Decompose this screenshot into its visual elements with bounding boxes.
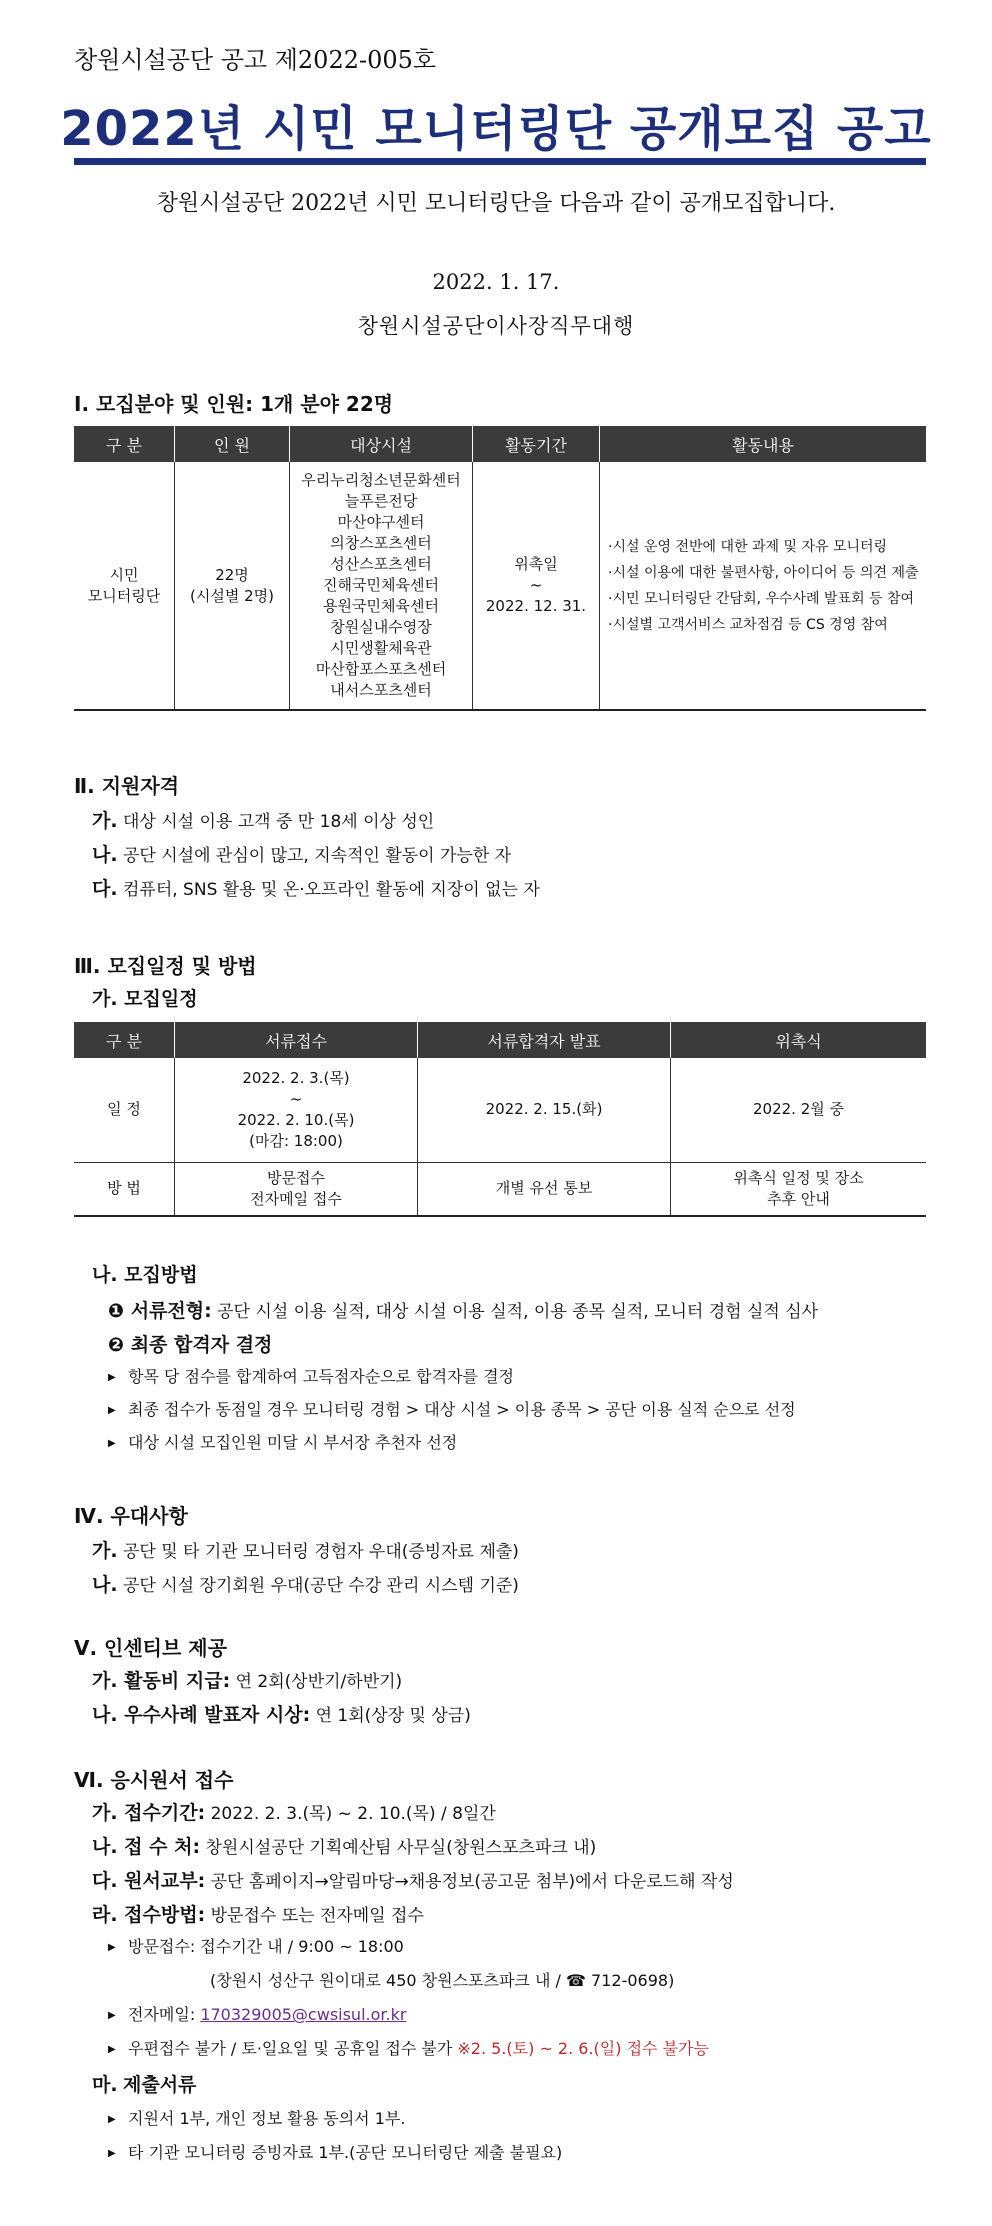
page-title: 2022년 시민 모니터링단 공개모집 공고 bbox=[60, 101, 932, 157]
list-item: 다. 컴퓨터, SNS 활용 및 온·오프라인 활동에 지장이 없는 자 bbox=[92, 878, 540, 900]
list-item: 나. 공단 시설 장기회원 우대(공단 수강 관리 시스템 기준) bbox=[92, 1574, 519, 1596]
section-1-heading: Ⅰ. 모집분야 및 인원: 1개 분야 22명 bbox=[74, 392, 394, 416]
table-cell: 방문접수 전자메일 접수 bbox=[175, 1162, 418, 1216]
bullet-item: ▶ 방문접수: 접수기간 내 / 9:00 ~ 18:00 bbox=[108, 1937, 404, 1956]
bullet-item: ▶ 타 기관 모니터링 증빙자료 1부.(공단 모니터링단 제출 불필요) bbox=[108, 2143, 563, 2162]
schedule-table bbox=[74, 1022, 926, 1217]
table-cell: 위촉식 일정 및 장소 추후 안내 bbox=[671, 1162, 927, 1216]
col-header: 구 분 bbox=[74, 426, 175, 462]
method-step-2: ❷ 최종 합격자 결정 bbox=[108, 1334, 273, 1356]
table-cell: 개별 유선 통보 bbox=[418, 1162, 671, 1216]
bullet-item: ▶ 최종 접수가 동점일 경우 모니터링 경험 > 대상 시설 > 이용 종목 > 공단 이용 실적 순으로 선정 bbox=[108, 1400, 796, 1419]
table-cell: 시민 모니터링단 bbox=[74, 462, 175, 710]
section-3-heading: Ⅲ. 모집일정 및 방법 bbox=[74, 954, 257, 978]
col-header: 대상시설 bbox=[290, 426, 473, 462]
col-header: 인 원 bbox=[175, 426, 290, 462]
list-item: 나. 접 수 처: 창원시설공단 기획예산팀 사무실(창원스포츠파크 내) bbox=[92, 1836, 597, 1858]
facility-list-cell: 우리누리청소년문화센터 늘푸른전당 마산야구센터 의창스포츠센터 성산스포츠센터 진해국민체육센터 용원국민체육센터 창원실내수영장 시민생활체육관 마산합포스포츠센터 내서스포츠센터 bbox=[290, 462, 473, 710]
col-header: 서류접수 bbox=[175, 1022, 418, 1058]
method-step-1: ❶ 서류전형: 공단 시설 이용 실적, 대상 시설 이용 실적, 이용 종목 실적, 모니터 경험 실적 심사 bbox=[108, 1300, 819, 1322]
activity-cell: ·시설 운영 전반에 대한 과제 및 자유 모니터링 ·시설 이용에 대한 불편사항, 아이디어 등 의견 제출 ·시민 모니터링단 간담회, 우수사례 발표회 등 참여 ·시설별 고객서비스 교차점검 등 CS 경영 참여 bbox=[600, 462, 927, 710]
col-header: 활동기간 bbox=[473, 426, 600, 462]
bullet-item: ▶ 전자메일: 170329005@cwsisul.or.kr bbox=[108, 2005, 407, 2024]
bullet-item: ▶ 항목 당 점수를 합계하여 고득점자순으로 합격자를 결정 bbox=[108, 1367, 515, 1386]
issuer: 창원시설공단이사장직무대행 bbox=[357, 314, 635, 338]
phone-icon: ☎ bbox=[566, 1971, 586, 1990]
subsection-heading: 나. 모집방법 bbox=[92, 1264, 198, 1286]
section-2-heading: Ⅱ. 지원자격 bbox=[74, 774, 180, 798]
table-cell: 방 법 bbox=[74, 1162, 175, 1216]
col-header: 서류합격자 발표 bbox=[418, 1022, 671, 1058]
notice-number: 창원시설공단 공고 제2022-005호 bbox=[74, 46, 437, 74]
bullet-item: ▶ 지원서 1부, 개인 정보 활용 동의서 1부. bbox=[108, 2109, 406, 2128]
table-cell: 일 정 bbox=[74, 1058, 175, 1162]
table-cell: 위촉일 ~ 2022. 12. 31. bbox=[473, 462, 600, 710]
list-item: 가. 활동비 지급: 연 2회(상반기/하반기) bbox=[92, 1670, 403, 1692]
col-header: 구 분 bbox=[74, 1022, 175, 1058]
recruitment-table bbox=[74, 426, 926, 711]
list-item: 나. 공단 시설에 관심이 많고, 지속적인 활동이 가능한 자 bbox=[92, 844, 512, 866]
intro-text: 창원시설공단 2022년 시민 모니터링단을 다음과 같이 공개모집합니다. bbox=[156, 191, 836, 216]
list-item: 가. 공단 및 타 기관 모니터링 경험자 우대(증빙자료 제출) bbox=[92, 1540, 519, 1562]
section-6-heading: Ⅵ. 응시원서 접수 bbox=[74, 1768, 234, 1792]
table-cell: 2022. 2. 15.(화) bbox=[418, 1058, 671, 1162]
title-underline bbox=[74, 158, 926, 165]
notice-date: 2022. 1. 17. bbox=[432, 270, 560, 294]
list-item: 나. 우수사례 발표자 시상: 연 1회(상장 및 상금) bbox=[92, 1704, 471, 1726]
list-item: 가. 접수기간: 2022. 2. 3.(목) ~ 2. 10.(목) / 8일간 bbox=[92, 1802, 496, 1824]
table-cell: 2022. 2. 3.(목) ~ 2022. 2. 10.(목) (마감: 18:00) bbox=[175, 1058, 418, 1162]
address-line: (창원시 성산구 원이대로 450 창원스포츠파크 내 / ☎ 712-0698) bbox=[210, 1971, 675, 1990]
bullet-item: ▶ 우편접수 불가 / 토·일요일 및 공휴일 접수 불가 ※2. 5.(토) ~ 2. 6.(일) 접수 불가능 bbox=[108, 2039, 709, 2058]
table-cell: 2022. 2월 중 bbox=[671, 1058, 927, 1162]
section-5-heading: Ⅴ. 인센티브 제공 bbox=[74, 1636, 227, 1660]
email-link[interactable]: 170329005@cwsisul.or.kr bbox=[200, 2005, 407, 2024]
subsection-heading: 가. 모집일정 bbox=[92, 988, 198, 1010]
list-item: 마. 제출서류 bbox=[92, 2074, 197, 2096]
col-header: 활동내용 bbox=[600, 426, 927, 462]
table-cell: 22명 (시설별 2명) bbox=[175, 462, 290, 710]
list-item: 가. 대상 시설 이용 고객 중 만 18세 이상 성인 bbox=[92, 810, 435, 832]
bullet-item: ▶ 대상 시설 모집인원 미달 시 부서장 추천자 선정 bbox=[108, 1433, 458, 1452]
section-4-heading: Ⅳ. 우대사항 bbox=[74, 1504, 188, 1528]
closed-notice: ※2. 5.(토) ~ 2. 6.(일) 접수 불가능 bbox=[457, 2039, 709, 2058]
list-item: 다. 원서교부: 공단 홈페이지→알림마당→채용정보(공고문 첨부)에서 다운로드해 작성 bbox=[92, 1870, 734, 1892]
list-item: 라. 접수방법: 방문접수 또는 전자메일 접수 bbox=[92, 1904, 424, 1926]
col-header: 위촉식 bbox=[671, 1022, 927, 1058]
